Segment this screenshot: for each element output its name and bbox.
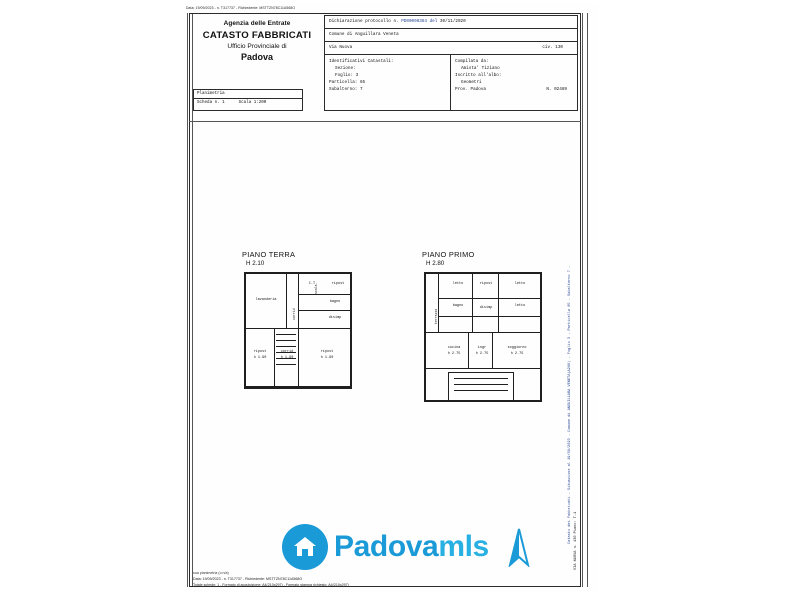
stair-step-1 [454, 378, 508, 379]
wall-bottom-outline [244, 388, 352, 389]
compass-icon [501, 527, 537, 567]
room-label-ripost: ripost [479, 282, 493, 286]
scanned-document [186, 4, 598, 592]
document-title: CATASTO FABBRICATI [202, 30, 312, 41]
room-label-disimp: disimp [328, 316, 342, 320]
declaration-address-row [325, 42, 577, 55]
wall-top [424, 272, 542, 274]
watermark-logo [282, 521, 572, 573]
scan-header-line: Data: 19/09/2023 - n. T317737 - Richiedente: MSTTZN78C11A568O [186, 6, 296, 10]
registry-value: Geometri [461, 80, 482, 86]
subalterno-label: Subalterno: [329, 87, 358, 93]
side-strip-line-1: Catasto dei Fabbricati - Situazione al 19/09/2023 - Comune di ANGUILLARA VENETA(A296) - Foglio 3 - Particella 65 - Subalterno 7 - [568, 265, 572, 544]
room-label-terrazza: terrazza [434, 308, 438, 324]
planimetry-label: Planimetria [197, 92, 225, 96]
identifiers-title: Identificativi Catastali: [329, 58, 394, 64]
comune-label: Comune di [329, 31, 353, 37]
wall-vertical-b [298, 272, 299, 329]
guide-line-right-outer [587, 13, 588, 587]
room-label-ingr: ingr [477, 346, 487, 350]
stair-step-3 [276, 346, 296, 347]
declaration-protocol-row [325, 16, 577, 29]
office-label: Ufficio Provinciale di [227, 43, 287, 50]
plan-height-ground: H 2.10 [246, 260, 265, 267]
room-label-bagno: bagno [329, 300, 341, 304]
prov-row [455, 86, 577, 93]
header-separator-line [189, 121, 581, 122]
footer-line-2: Totale schede: 1 - Formato di acquisizione: A4(210x297) - Formato stampa richiesto: A4(210x297) [193, 583, 349, 587]
wall-vertical-c [472, 298, 473, 333]
house-icon [282, 524, 328, 570]
wall-horizontal-mid [424, 332, 542, 333]
stair-step-6 [276, 364, 296, 365]
wall-horizontal-a [438, 298, 542, 299]
wall-vertical-d [298, 329, 299, 388]
room-label-ripost-2: ripost [253, 350, 267, 354]
foglio-row [329, 72, 450, 79]
room-label-disimp-vertical: scala [314, 284, 318, 294]
civic-label: civ. [542, 44, 553, 50]
registry-number-label: N. [546, 87, 552, 93]
plan-title-first: PIANO PRIMO [422, 250, 475, 259]
side-strip-line-2: VIA NUOVA n. 130 Piano: T-1 [574, 511, 578, 570]
room-label-cucina: cucina [447, 346, 461, 350]
declaration-columns [325, 55, 577, 111]
particella-row [329, 79, 450, 86]
plan-height-first: H 2.80 [426, 260, 445, 267]
wall-vertical-a [286, 272, 287, 329]
room-height-soggiorno: h 2.75 [510, 352, 524, 356]
wall-horizontal-b [438, 316, 542, 317]
address-value: Via Nuova [329, 44, 353, 50]
stair-step-2 [276, 340, 296, 341]
office-city: Padova [240, 52, 273, 62]
footer-line-0: sua planimetria (o n/a) [193, 571, 229, 575]
guide-line-left-outer [187, 13, 188, 587]
watermark-brand-name [334, 530, 489, 564]
stair-outline-left [448, 372, 449, 400]
guide-line-right-inner [582, 13, 583, 587]
room-label-lavanderia: lavanderia [255, 298, 277, 302]
wall-vertical-a [472, 272, 473, 299]
room-height-cucina: h 2.75 [447, 352, 461, 356]
declaration-comune-row [325, 29, 577, 42]
wall-right [350, 272, 352, 388]
planimetry-box [193, 89, 303, 111]
footer-line-1: Data: 19/09/2023 - n. T317737 - Richiedente: MSTTZN78C11A568O [193, 577, 303, 581]
room-label-ripost-3: ripost [320, 350, 334, 354]
civic-value: 130 [555, 44, 563, 50]
stair-step-1 [276, 334, 296, 335]
wall-horizontal-b [298, 294, 352, 295]
particella-label: Particella: [329, 80, 358, 86]
wall-bottom [424, 400, 542, 402]
room-height-ripost-2: h 1.90 [253, 356, 267, 360]
particella-value: 65 [359, 80, 366, 86]
declaration-block [324, 15, 578, 111]
identifiers-column [325, 55, 451, 111]
room-label-soggiorno: soggiorno [507, 346, 527, 350]
room-height-corrid: h 1.90 [280, 356, 294, 360]
watermark-brand-suffix: mls [438, 530, 489, 563]
room-label-ripost-1: ripost [331, 282, 345, 286]
foglio-value: 3 [355, 72, 359, 78]
wall-right [540, 272, 542, 402]
stair-step-3 [454, 390, 508, 391]
comune-value: Anguillara Veneta [354, 31, 399, 37]
wall-vertical-f [492, 333, 493, 369]
foglio-label: Foglio: [335, 72, 354, 78]
room-height-ingr: h 2.75 [475, 352, 489, 356]
floor-plan-first [414, 272, 564, 422]
room-label-disimp: disimp [479, 306, 493, 310]
protocol-date: 30/11/2020 [439, 18, 466, 24]
wall-vertical-c [274, 329, 275, 388]
room-label-ct: C.T. [308, 282, 318, 286]
room-label-letto-2: letto [514, 282, 526, 286]
agency-name: Agenzia delle Entrate [223, 20, 291, 27]
stair-outline-right [513, 372, 514, 400]
room-label-letto-3: letto [514, 304, 526, 308]
wall-left [244, 272, 246, 388]
wall-horizontal-low [424, 368, 542, 369]
watermark-brand-main: Padova [334, 530, 439, 563]
floor-plan-ground [234, 272, 368, 402]
registry-title: Iscritto all'albo: [455, 72, 502, 78]
wall-terrace-left [424, 272, 425, 332]
prov-value: Padova [470, 87, 486, 93]
subalterno-row [329, 86, 450, 93]
wall-vertical-d [498, 298, 499, 333]
compiled-by: Amista' Tiziano [461, 65, 500, 71]
compiled-title: Compilata da: [455, 58, 489, 64]
protocol-number: PD00098384 del [401, 18, 438, 24]
registry-number-value: 02489 [554, 87, 567, 93]
compiler-column [451, 55, 577, 111]
sezione-row [329, 65, 450, 72]
sezione-label: Sezione: [335, 65, 356, 71]
wall-horizontal-c [298, 310, 352, 311]
room-height-ripost-3: h 1.90 [320, 356, 334, 360]
prov-label: Prov. [455, 87, 468, 93]
wall-terrace-right [438, 272, 439, 332]
wall-vertical-b [498, 272, 499, 299]
room-label-letto-1: letto [452, 282, 464, 286]
wall-vertical-e [468, 333, 469, 369]
stair-step-2 [454, 384, 508, 385]
room-label-corrid: corrid [280, 350, 294, 354]
stair-outline-top [448, 372, 514, 373]
room-label-bagno: bagno [452, 304, 464, 308]
subalterno-value: 7 [359, 87, 363, 93]
plan-title-ground: PIANO TERRA [242, 250, 296, 259]
planimetry-sheet: Scheda n. 1 [197, 101, 225, 105]
room-label-corrid-vertical: corrid [292, 308, 296, 320]
planimetry-scale: Scala 1:200 [238, 101, 267, 105]
protocol-label: Dichiarazione protocollo n. [329, 18, 399, 24]
